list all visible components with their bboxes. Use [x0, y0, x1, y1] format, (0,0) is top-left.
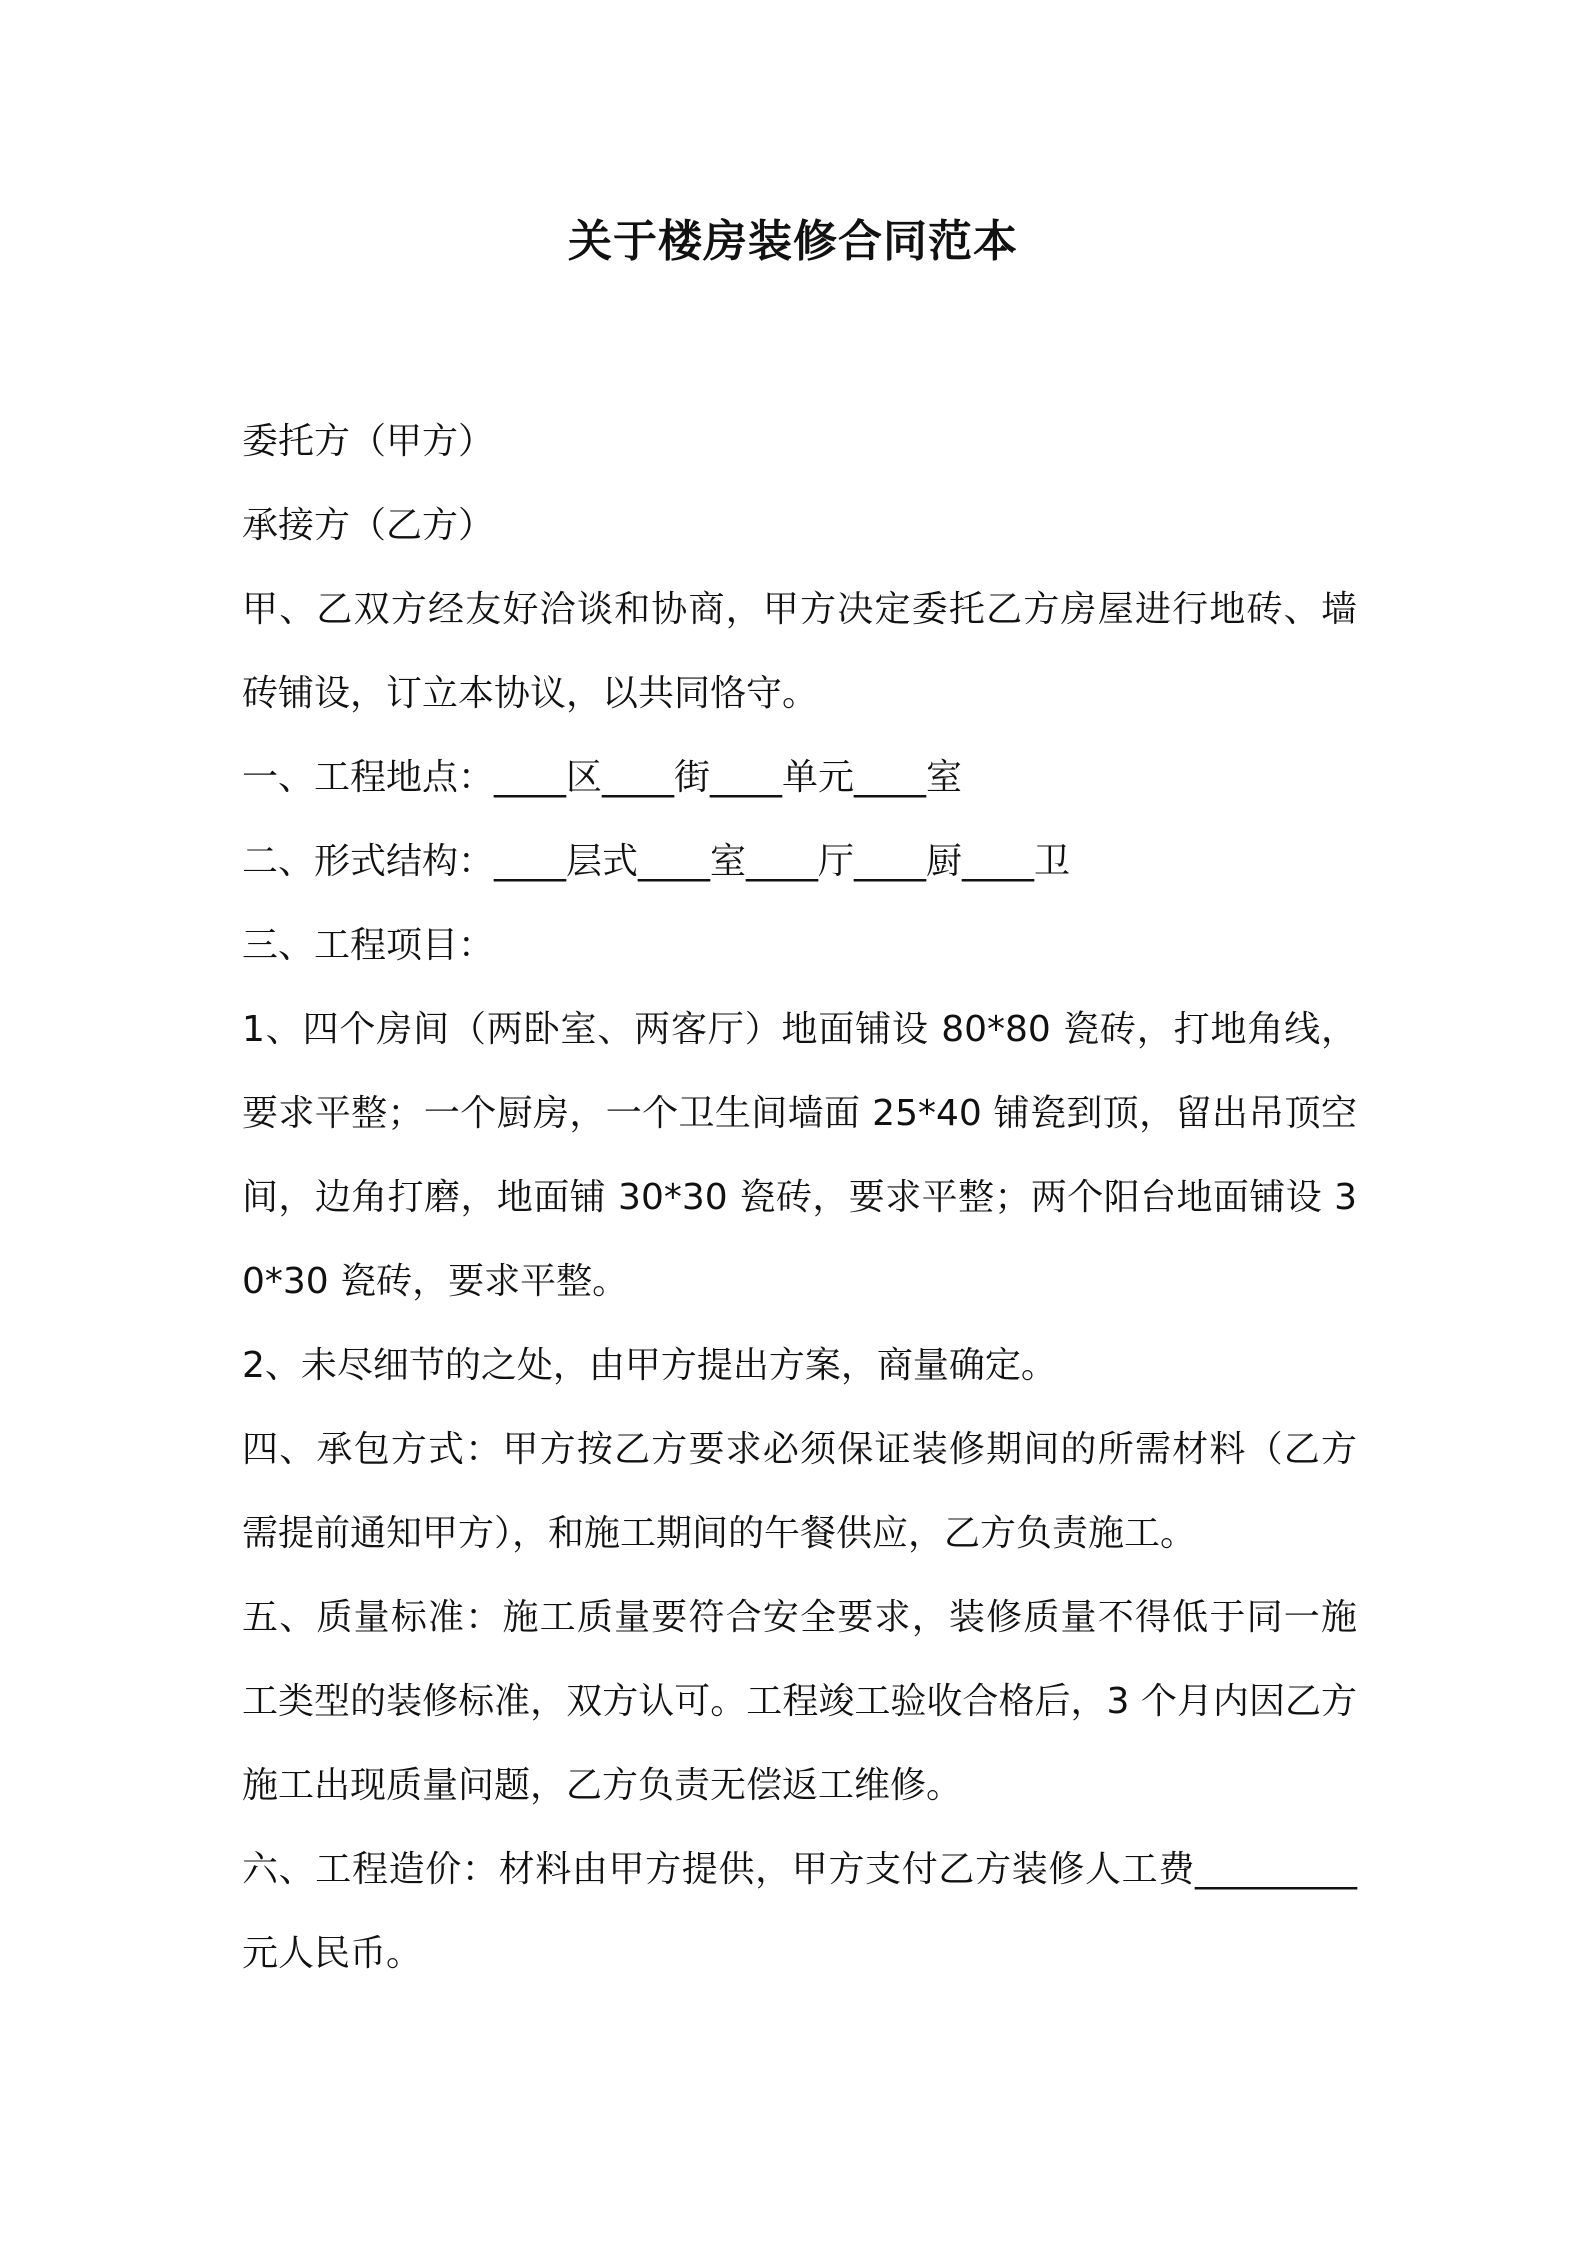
- paragraph-project-item-2: 2、未尽细节的之处，由甲方提出方案，商量确定。: [242, 1345, 1057, 1386]
- document-title: 关于楼房装修合同范本: [568, 216, 1018, 267]
- paragraph-client: 委托方（甲方）: [242, 421, 495, 462]
- paragraph-structure: 二、形式结构：____层式____室____厅____厨____卫: [242, 841, 1071, 882]
- paragraph-contract-method: 四、承包方式：甲方按乙方要求必须保证装修期间的所需材料（乙方需提前通知甲方），和施工期间的午餐供应，乙方负责施工。: [242, 1429, 1357, 1554]
- document-body: [242, 400, 1357, 1996]
- paragraph-project-location: 一、工程地点：____区____街____单元____室: [242, 757, 963, 798]
- paragraph-contractor: 承接方（乙方）: [242, 505, 495, 546]
- paragraph-project-cost: 六、工程造价：材料由甲方提供，甲方支付乙方装修人工费_________元人民币。: [242, 1849, 1357, 1974]
- paragraph-preamble: 甲、乙双方经友好洽谈和协商，甲方决定委托乙方房屋进行地砖、墙砖铺设，订立本协议，以共同恪守。: [242, 589, 1357, 714]
- paragraph-project-item-1: 1、四个房间（两卧室、两客厅）地面铺设 80*80 瓷砖，打地角线，要求平整；一个厨房，一个卫生间墙面 25*40 铺瓷到顶，留出吊顶空间，边角打磨，地面铺 30*30 瓷砖，要求平整；两个阳台地面铺设 30*30 瓷砖，要求平整。: [242, 1009, 1357, 1302]
- paragraph-quality-standard: 五、质量标准：施工质量要符合安全要求，装修质量不得低于同一施工类型的装修标准，双方认可。工程竣工验收合格后，3 个月内因乙方施工出现质量问题，乙方负责无偿返工维修。: [242, 1597, 1357, 1806]
- paragraph-project-items-heading: 三、工程项目：: [242, 925, 495, 966]
